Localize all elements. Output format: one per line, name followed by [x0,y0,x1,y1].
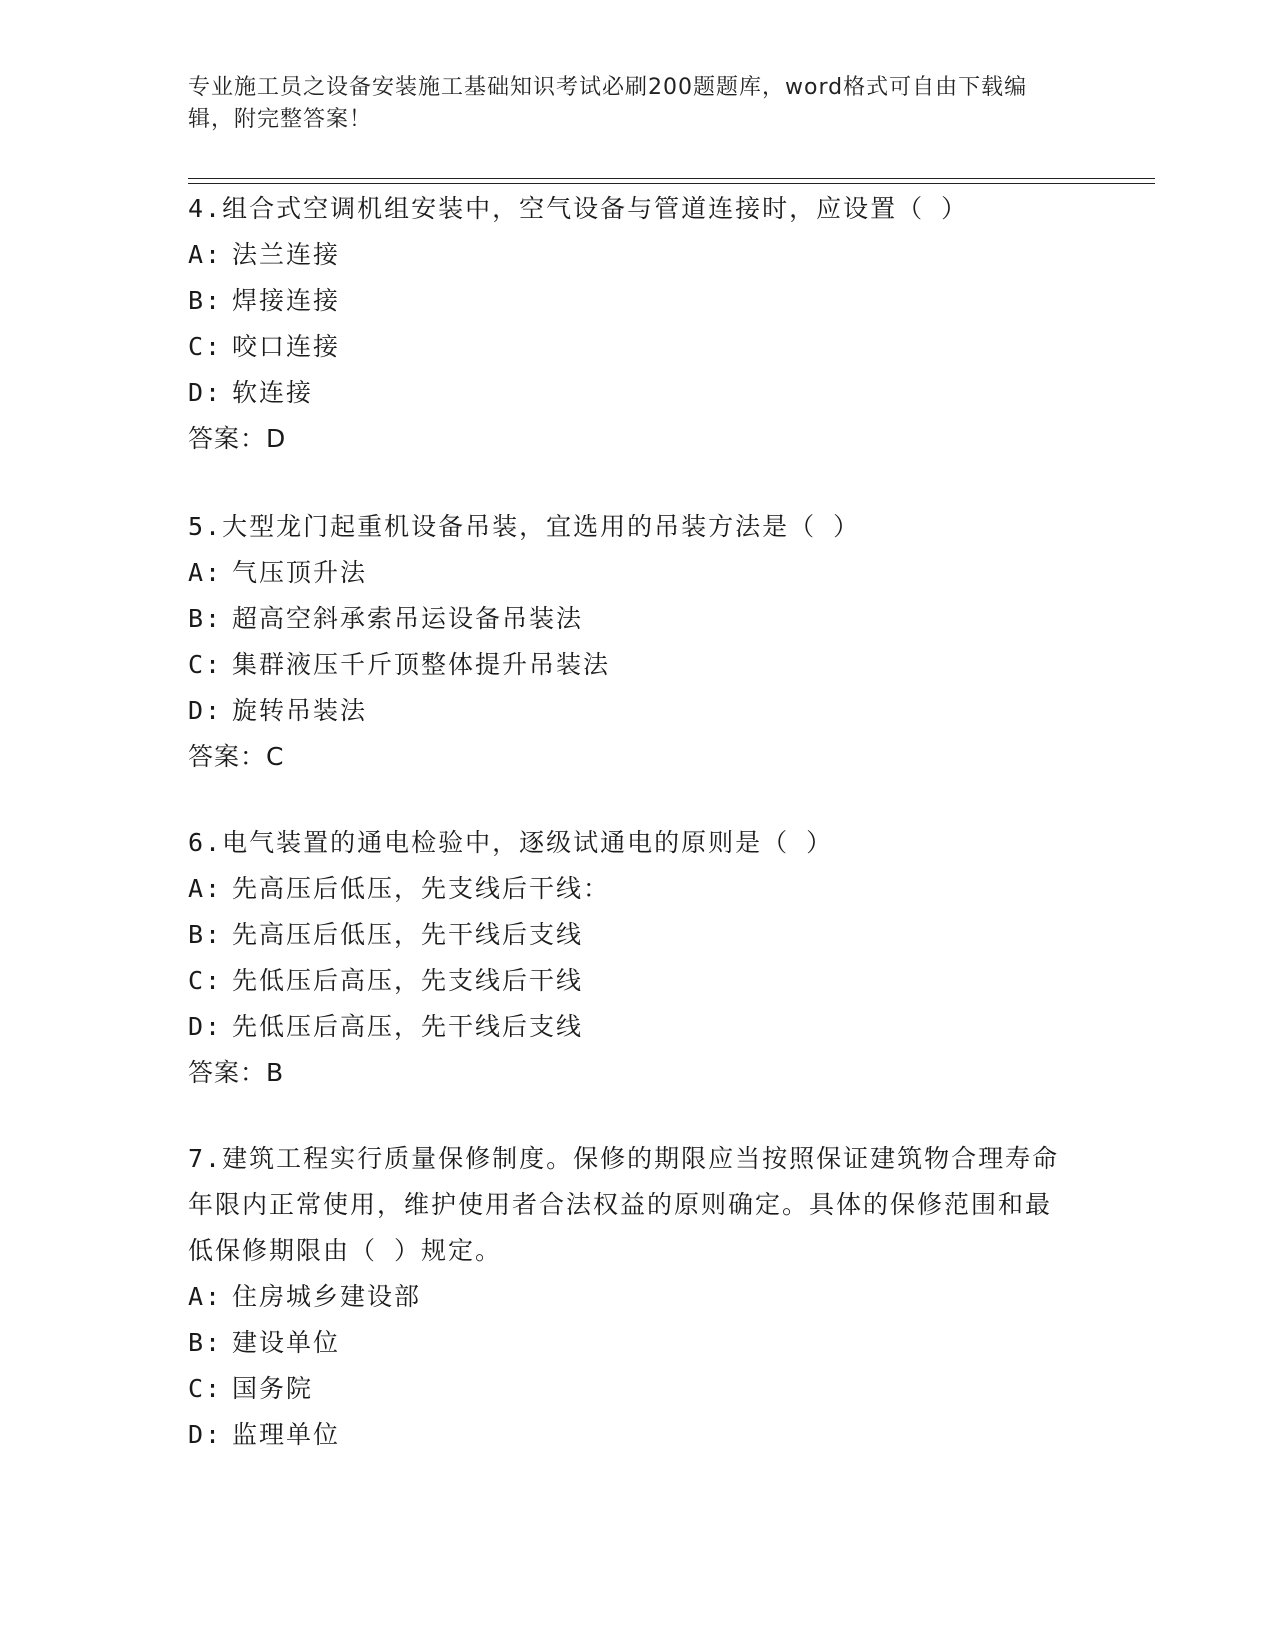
header-divider-bottom [188,183,1155,184]
option-key: A: [188,1282,223,1311]
option-text: 先高压后低压，先干线后支线 [232,920,584,949]
question-4 [188,186,1068,462]
option-key: B: [188,1328,223,1357]
option-b [188,1320,1068,1366]
option-b [188,912,1068,958]
question-stem: 5.大型龙门起重机设备吊装，宜选用的吊装方法是（ ） [188,512,861,541]
option-key: A: [188,558,223,587]
document-title: 专业施工员之设备安装施工基础知识考试必刷200题题库，word格式可自由下载编辑，附完整答案！ [188,75,1028,132]
option-d [188,1412,1068,1458]
question-stem: 7.建筑工程实行质量保修制度。保修的期限应当按照保证建筑物合理寿命年限内正常使用，维护使用者合法权益的原则确定。具体的保修范围和最低保修期限由（ ）规定。 [188,1144,1060,1265]
option-text: 法兰连接 [232,240,341,269]
option-d [188,688,1068,734]
option-text: 国务院 [232,1374,314,1403]
answer-line: 答案：B [188,1058,285,1087]
option-d [188,370,1068,416]
option-text: 先高压后低压，先支线后干线： [232,874,611,903]
option-text: 气压顶升法 [232,558,368,587]
question-stem: 4.组合式空调机组安装中，空气设备与管道连接时，应设置（ ） [188,194,969,223]
option-key: A: [188,240,223,269]
question-7 [188,1136,1068,1458]
option-text: 超高空斜承索吊运设备吊装法 [232,604,584,633]
option-text: 集群液压千斤顶整体提升吊装法 [232,650,611,679]
option-text: 住房城乡建设部 [232,1282,422,1311]
option-key: C: [188,966,223,995]
option-key: D: [188,1420,223,1449]
option-key: C: [188,1374,223,1403]
option-key: D: [188,1012,223,1041]
option-key: B: [188,604,223,633]
answer-line: 答案：D [188,424,287,453]
option-text: 软连接 [232,378,314,407]
option-text: 焊接连接 [232,286,341,315]
option-text: 建设单位 [232,1328,341,1357]
question-6 [188,820,1068,1096]
header-divider-top [188,178,1155,179]
option-key: A: [188,874,223,903]
option-a [188,232,1068,278]
option-text: 先低压后高压，先干线后支线 [232,1012,584,1041]
option-a [188,866,1068,912]
option-c [188,642,1068,688]
option-b [188,278,1068,324]
option-key: D: [188,378,223,407]
option-c [188,958,1068,1004]
option-key: B: [188,286,223,315]
answer-line: 答案：C [188,742,285,771]
option-key: B: [188,920,223,949]
question-stem: 6.电气装置的通电检验中，逐级试通电的原则是（ ） [188,828,834,857]
option-key: C: [188,332,223,361]
option-c [188,1366,1068,1412]
option-d [188,1004,1068,1050]
option-a [188,550,1068,596]
option-text: 监理单位 [232,1420,341,1449]
option-text: 旋转吊装法 [232,696,368,725]
option-key: D: [188,696,223,725]
option-a [188,1274,1068,1320]
question-5 [188,504,1068,780]
option-key: C: [188,650,223,679]
option-text: 咬口连接 [232,332,341,361]
option-c [188,324,1068,370]
option-text: 先低压后高压，先支线后干线 [232,966,584,995]
option-b [188,596,1068,642]
